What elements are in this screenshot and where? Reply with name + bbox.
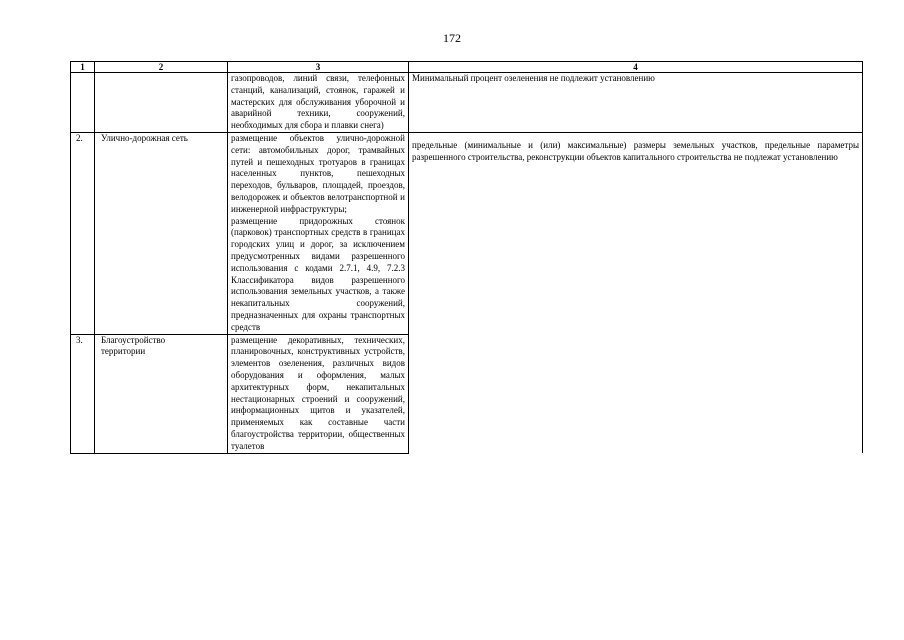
row-number-cell: 3.: [71, 334, 95, 453]
use-description-cell: газопроводов, линий связи, телефонных станций, канализаций, стоянок, гаражей и мастерских для обслуживания уборочной и аварийной техники, сооружений, необходимых для сбора и плавки снега): [228, 73, 409, 133]
use-description-cell: [228, 132, 409, 334]
use-name-cell: Благоустройство территории: [95, 334, 228, 453]
use-name-cell: Улично-дорожная сеть: [95, 132, 228, 334]
row-number-cell: [71, 73, 95, 133]
page-number: 172: [443, 31, 461, 45]
table-row: [71, 73, 863, 133]
table-header-row: [71, 62, 863, 73]
column-header: 3: [228, 62, 409, 73]
column-header: 1: [71, 62, 95, 73]
parameters-cell: предельные (минимальные и (или) максимальные) размеры земельных участков, предельные параметры разрешенного строительства, реконструкции объектов капитального строительства не подлежат установлению: [409, 132, 863, 453]
use-name-cell: [95, 73, 228, 133]
parameters-cell: Минимальный процент озеленения не подлежит установлению: [409, 73, 863, 133]
column-header: 4: [409, 62, 863, 73]
row-number-cell: 2.: [71, 132, 95, 334]
zoning-table: [70, 61, 863, 454]
use-description-part: размещение объектов улично-дорожной сети: автомобильных дорог, трамвайных путей и пешеходных тротуаров в границах населенных пунктов, пешеходных переходов, бульваров, площадей, проездов, велодорожек и объектов велотранспортной и инженерной инфраструктуры;: [231, 132, 405, 214]
use-description-part: размещение придорожных стоянок (парковок) транспортных средств в границах городских улиц и дорог, за исключением предусмотренных видами разрешенного использования с кодами 2.7.1, 4.9, 7.2.3 Классификатора видов разрешенного использования земельных участков, а также некапитальных сооружений, предназначенных для охраны транспортных средств: [231, 215, 405, 332]
column-header: 2: [95, 62, 228, 73]
use-description-cell: размещение декоративных, технических, планировочных, конструктивных устройств, элементов озеленения, различных видов оборудования и оформления, малых архитектурных форм, некапитальных нестационарных строений и сооружений, информационных щитов и указателей, применяемых как составные части благоустройства территории, общественных туалетов: [228, 334, 409, 453]
table-row: [71, 132, 863, 334]
